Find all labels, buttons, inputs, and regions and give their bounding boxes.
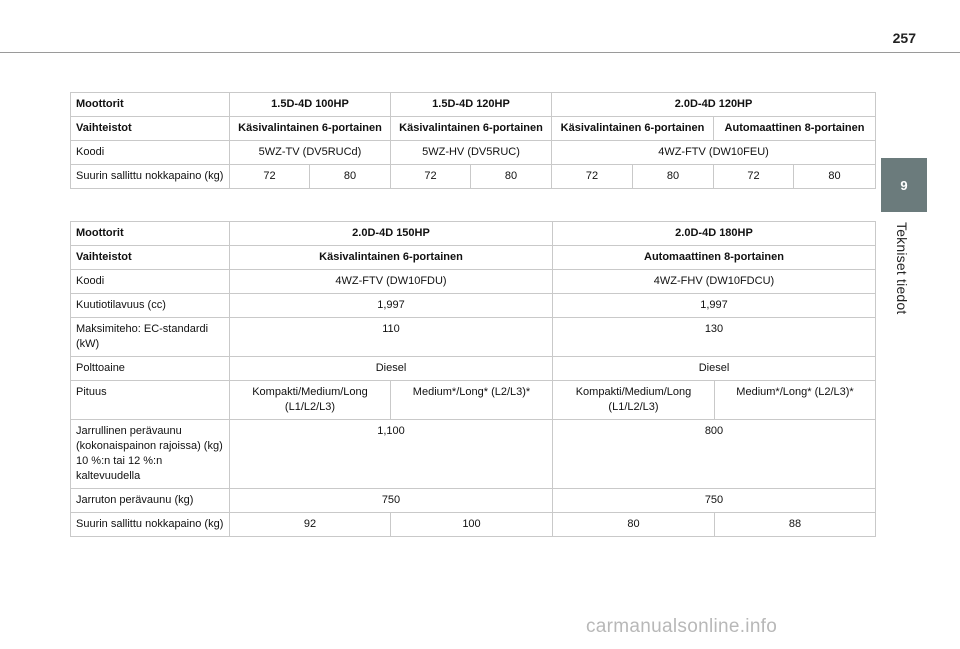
length-label: Pituus <box>71 381 230 420</box>
nose-weight-label: Suurin sallittu nokkapaino (kg) <box>71 165 230 189</box>
code-row <box>71 270 876 294</box>
code-label: Koodi <box>71 141 230 165</box>
chapter-tab[interactable] <box>881 158 927 212</box>
gearbox-cell: Automaattinen 8-portainen <box>714 117 876 141</box>
gearbox-row <box>71 246 876 270</box>
displacement-row <box>71 294 876 318</box>
power-cell: 110 <box>230 318 553 357</box>
engines-label: Moottorit <box>71 93 230 117</box>
code-cell: 5WZ-TV (DV5RUCd) <box>230 141 391 165</box>
fuel-row <box>71 357 876 381</box>
chapter-number: 9 <box>900 177 908 193</box>
fuel-label: Polttoaine <box>71 357 230 381</box>
gearbox-cell: Käsivalintainen 6-portainen <box>230 246 553 270</box>
nose-weight-cell: 100 <box>391 513 553 537</box>
nose-weight-cell: 72 <box>714 165 794 189</box>
watermark: carmanualsonline.info <box>586 616 778 637</box>
gearbox-cell: Käsivalintainen 6-portainen <box>552 117 714 141</box>
engine-cell: 2.0D-4D 150HP <box>230 222 553 246</box>
nose-weight-cell: 88 <box>715 513 876 537</box>
engine-cell: 1.5D-4D 120HP <box>391 93 552 117</box>
engine-spec-table-1 <box>70 92 876 189</box>
gearbox-label: Vaihteistot <box>71 246 230 270</box>
nose-weight-row <box>71 513 876 537</box>
engine-cell: 2.0D-4D 120HP <box>552 93 876 117</box>
code-cell: 4WZ-FHV (DW10FDCU) <box>553 270 876 294</box>
nose-weight-cell: 80 <box>471 165 552 189</box>
length-cell: Medium*/Long* (L2/L3)* <box>391 381 553 420</box>
gearbox-label: Vaihteistot <box>71 117 230 141</box>
length-cell: Kompakti/Medium/Long (L1/L2/L3) <box>230 381 391 420</box>
braked-trailer-cell: 1,100 <box>230 420 553 489</box>
fuel-cell: Diesel <box>553 357 876 381</box>
length-cell: Medium*/Long* (L2/L3)* <box>715 381 876 420</box>
power-cell: 130 <box>553 318 876 357</box>
page-number: 257 <box>892 30 916 46</box>
code-cell: 5WZ-HV (DV5RUC) <box>391 141 552 165</box>
nose-weight-cell: 72 <box>391 165 471 189</box>
braked-trailer-cell: 800 <box>553 420 876 489</box>
gearbox-cell: Käsivalintainen 6-portainen <box>230 117 391 141</box>
engine-cell: 2.0D-4D 180HP <box>553 222 876 246</box>
code-cell: 4WZ-FTV (DW10FEU) <box>552 141 876 165</box>
unbraked-trailer-cell: 750 <box>230 489 553 513</box>
gearbox-cell: Automaattinen 8-portainen <box>553 246 876 270</box>
code-row <box>71 141 876 165</box>
displacement-cell: 1,997 <box>230 294 553 318</box>
nose-weight-cell: 72 <box>230 165 310 189</box>
gearbox-cell: Käsivalintainen 6-portainen <box>391 117 552 141</box>
fuel-cell: Diesel <box>230 357 553 381</box>
braked-trailer-label: Jarrullinen perävaunu (kokonaispainon rajoissa) (kg) 10 %:n tai 12 %:n kaltevuudella <box>71 420 230 489</box>
engine-spec-table-2 <box>70 221 876 537</box>
nose-weight-cell: 92 <box>230 513 391 537</box>
unbraked-trailer-label: Jarruton perävaunu (kg) <box>71 489 230 513</box>
nose-weight-cell: 80 <box>794 165 876 189</box>
braked-trailer-row <box>71 420 876 489</box>
chapter-title: Tekniset tiedot <box>894 222 910 315</box>
length-cell: Kompakti/Medium/Long (L1/L2/L3) <box>553 381 715 420</box>
power-row <box>71 318 876 357</box>
engines-row <box>71 93 876 117</box>
engine-cell: 1.5D-4D 100HP <box>230 93 391 117</box>
nose-weight-cell: 80 <box>553 513 715 537</box>
nose-weight-label: Suurin sallittu nokkapaino (kg) <box>71 513 230 537</box>
unbraked-trailer-row <box>71 489 876 513</box>
engines-label: Moottorit <box>71 222 230 246</box>
gearbox-row <box>71 117 876 141</box>
nose-weight-row <box>71 165 876 189</box>
power-label: Maksimiteho: EC-standardi (kW) <box>71 318 230 357</box>
displacement-cell: 1,997 <box>553 294 876 318</box>
unbraked-trailer-cell: 750 <box>553 489 876 513</box>
nose-weight-cell: 72 <box>552 165 633 189</box>
length-row <box>71 381 876 420</box>
code-cell: 4WZ-FTV (DW10FDU) <box>230 270 553 294</box>
displacement-label: Kuutiotilavuus (cc) <box>71 294 230 318</box>
nose-weight-cell: 80 <box>310 165 391 189</box>
engines-row <box>71 222 876 246</box>
header-divider <box>0 52 960 53</box>
code-label: Koodi <box>71 270 230 294</box>
nose-weight-cell: 80 <box>633 165 714 189</box>
